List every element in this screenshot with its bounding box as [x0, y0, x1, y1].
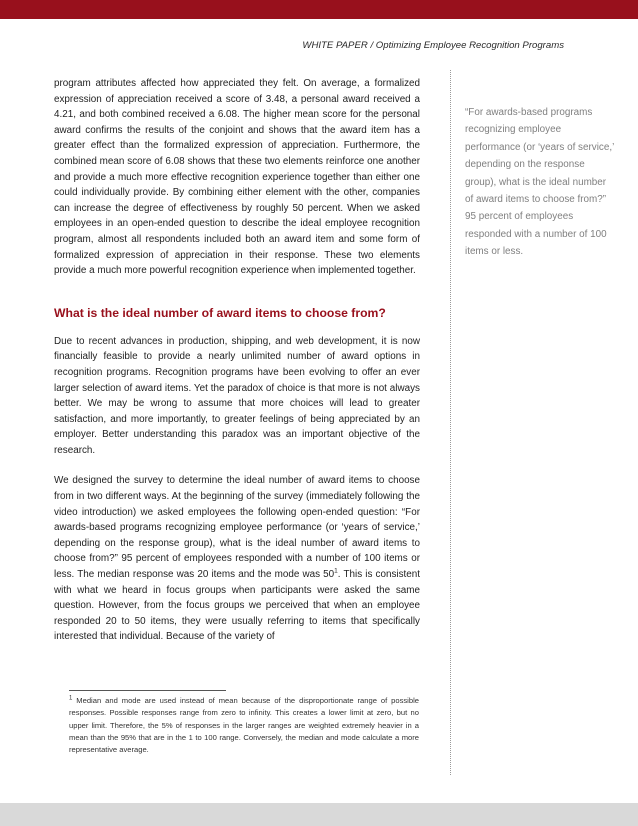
- body-paragraph-3: [54, 473, 420, 645]
- page-header: WHITE PAPER / Optimizing Employee Recognition Programs: [302, 40, 564, 51]
- main-column: [54, 76, 420, 645]
- footnote-text: Median and mode are used instead of mean because of the disproportionate range of possible responses. Possible responses range from zero to infinity. This creates a lower limit at zero, but no upper limit. Therefore, the 5% of responses in the larger ranges are weighted extremely heavier in a mean than the 95% that are in the 1 to 100 range. Conversely, the median and mode calculate a more representative average.: [69, 696, 419, 755]
- footnote-separator: [69, 690, 226, 691]
- top-accent-bar: [0, 0, 638, 19]
- column-divider: [450, 70, 451, 775]
- body-paragraph-1: program attributes affected how appreciated they felt. On average, a formalized expression of appreciation received a score of 3.48, a personal award received a 4.21, and both combined received a 6.08. The higher mean score for the personal award confirms the results of the conjoint and shows that the award item has a greater effect than the formalized expression of appreciation. Furthermore, the combined mean score of 6.08 shows that these two elements reinforce one another and provide a much more effective recognition experience together than either one could individually provide. By combining either element with the other, companies can increase the degree of effectiveness by roughly 50 percent. When we asked employees in an open-ended question to describe the ideal employee recognition program, almost all respondents included both an award item and some form of formalized expression of appreciation in their response. These two elements provide a much more powerful recognition experience when implemented together.: [54, 78, 420, 277]
- paragraph-3-text-end: . This is consistent with what we heard in focus groups when participants were asked the same question. However, from the focus groups we perceived that when an employee responded 20 to 50 items, they were usually referring to items that specifically interested that individual. Because of the variety of: [54, 569, 420, 643]
- bottom-footer-bar: [0, 803, 638, 826]
- pull-quote: “For awards-based programs recognizing employee performance (or ‘years of service,’ depending on the response group), what is the ideal number of award items to choose from?” 95 percent of employees responded with a number of 100 items or less.: [465, 107, 614, 258]
- footnote: [69, 695, 419, 756]
- footnote-reference[interactable]: 1: [334, 567, 338, 575]
- paragraph-3-text-start: We designed the survey to determine the ideal number of award items to choose from in two different ways. At the beginning of the survey (immediately following the video introduction) we asked employees the following open-ended question: “For awards-based programs recognizing employee performance (or ‘years of service,’ depending on the response group), what is the ideal number of award items to choose from?” 95 percent of employees responded with a number of 100 items or less. The median response was 20 items and the mode was 50: [54, 475, 420, 581]
- section-heading: What is the ideal number of award items to choose from?: [54, 305, 386, 320]
- body-paragraph-2: Due to recent advances in production, shipping, and web development, it is now financially feasible to provide a nearly unlimited number of award options in recognition programs. Recognition programs have been evolving to offer an ever larger selection of award items. Yet the paradox of choice is that more is not always better. We may be wrong to assume that more choices will lead to greater satisfaction, and more importantly, to greater feelings of being appreciated by an employer. Better understanding this paradox was an important objective of the research.: [54, 335, 420, 456]
- footnote-marker: 1: [69, 695, 73, 702]
